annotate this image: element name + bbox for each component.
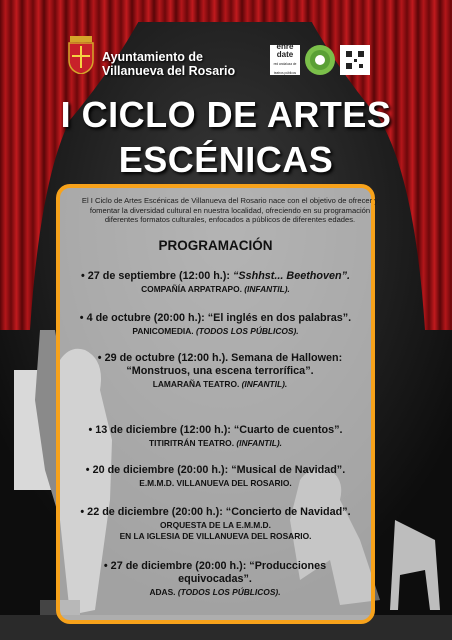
- event-date: • 4 de octubre (20:00 h.):: [79, 312, 208, 324]
- event-item: [60, 312, 371, 337]
- crest-icon: [66, 36, 96, 74]
- poster-title-line1: I CICLO DE ARTES: [60, 94, 392, 135]
- event-audience: (INFANTIL).: [241, 379, 288, 389]
- event-date: • 22 de diciembre (20:00 h.):: [80, 506, 226, 518]
- event-item: [60, 464, 371, 489]
- event-show: “Cuarto de cuentos”.: [233, 424, 343, 436]
- event-company: ORQUESTA DE LA E.M.M.D.: [160, 520, 271, 530]
- event-company: COMPAÑÍA ARPATRAPO.: [141, 284, 245, 294]
- intro-paragraph: El I Ciclo de Artes Escénicas de Villanueva del Rosario nace con el objetivo de ofrecer y fomentar la diversidad cultural en nuestra localidad, ofreciendo en su programación diferentes formatos culturales, enfocados a públicos de diferentes edades.: [81, 196, 379, 224]
- event-date: • 13 de diciembre (12:00 h.):: [88, 424, 234, 436]
- event-date: • 27 de diciembre (20:00 h.):: [103, 560, 250, 572]
- event-audience: (TODOS LOS PÚBLICOS).: [177, 587, 281, 597]
- event-item: [60, 506, 371, 541]
- enredarte-logo-text: enre date: [276, 45, 294, 59]
- poster-header: [0, 0, 452, 185]
- event-audience: (INFANTIL).: [236, 438, 282, 448]
- poster-title-line2: ESCÉNICAS: [118, 139, 334, 180]
- event-company: E.M.M.D. VILLANUEVA DEL ROSARIO.: [139, 478, 292, 488]
- qr-code-icon: [340, 45, 370, 75]
- event-show: “Sshhst... Beethoven”.: [233, 270, 350, 282]
- event-company: LAMARAÑA TEATRO.: [152, 379, 242, 389]
- event-show: “Monstruos, una escena terrorífica”.: [126, 365, 314, 377]
- event-company: TITIRITRÁN TEATRO.: [149, 438, 237, 448]
- enredarte-logo-icon: [270, 45, 300, 75]
- circular-logo-icon: [305, 45, 335, 75]
- event-show: “Producciones equivocadas”.: [178, 560, 327, 585]
- programacion-heading: PROGRAMACIÓN: [158, 238, 273, 253]
- event-item: [90, 560, 340, 598]
- event-show: “Concierto de Navidad”.: [225, 506, 351, 518]
- event-date: • 29 de octubre (12:00 h.). Semana de Hallowen:: [97, 352, 343, 364]
- event-show: “Musical de Navidad”.: [231, 464, 346, 476]
- event-company: PANICOMEDIA.: [132, 326, 196, 336]
- event-audience: (TODOS LOS PÚBLICOS).: [195, 326, 299, 336]
- organization-name: [102, 50, 235, 78]
- partner-logos: [270, 45, 370, 75]
- enredarte-logo-subtext: red andaluza de teatros públicos: [273, 62, 297, 75]
- event-audience: (INFANTIL).: [244, 284, 290, 294]
- event-item: [80, 352, 360, 390]
- event-item: [60, 270, 371, 295]
- event-item: [60, 424, 371, 449]
- organization-line2: Villanueva del Rosario: [102, 64, 236, 78]
- event-company: ADAS.: [149, 587, 178, 597]
- event-date: • 20 de diciembre (20:00 h.):: [85, 464, 232, 476]
- event-company-line2: EN LA IGLESIA DE VILLANUEVA DEL ROSARIO.: [119, 530, 312, 541]
- organization-line1: Ayuntamiento de: [102, 50, 203, 64]
- event-show: “El inglés en dos palabras”.: [207, 312, 352, 324]
- event-date: • 27 de septiembre (12:00 h.):: [81, 270, 233, 282]
